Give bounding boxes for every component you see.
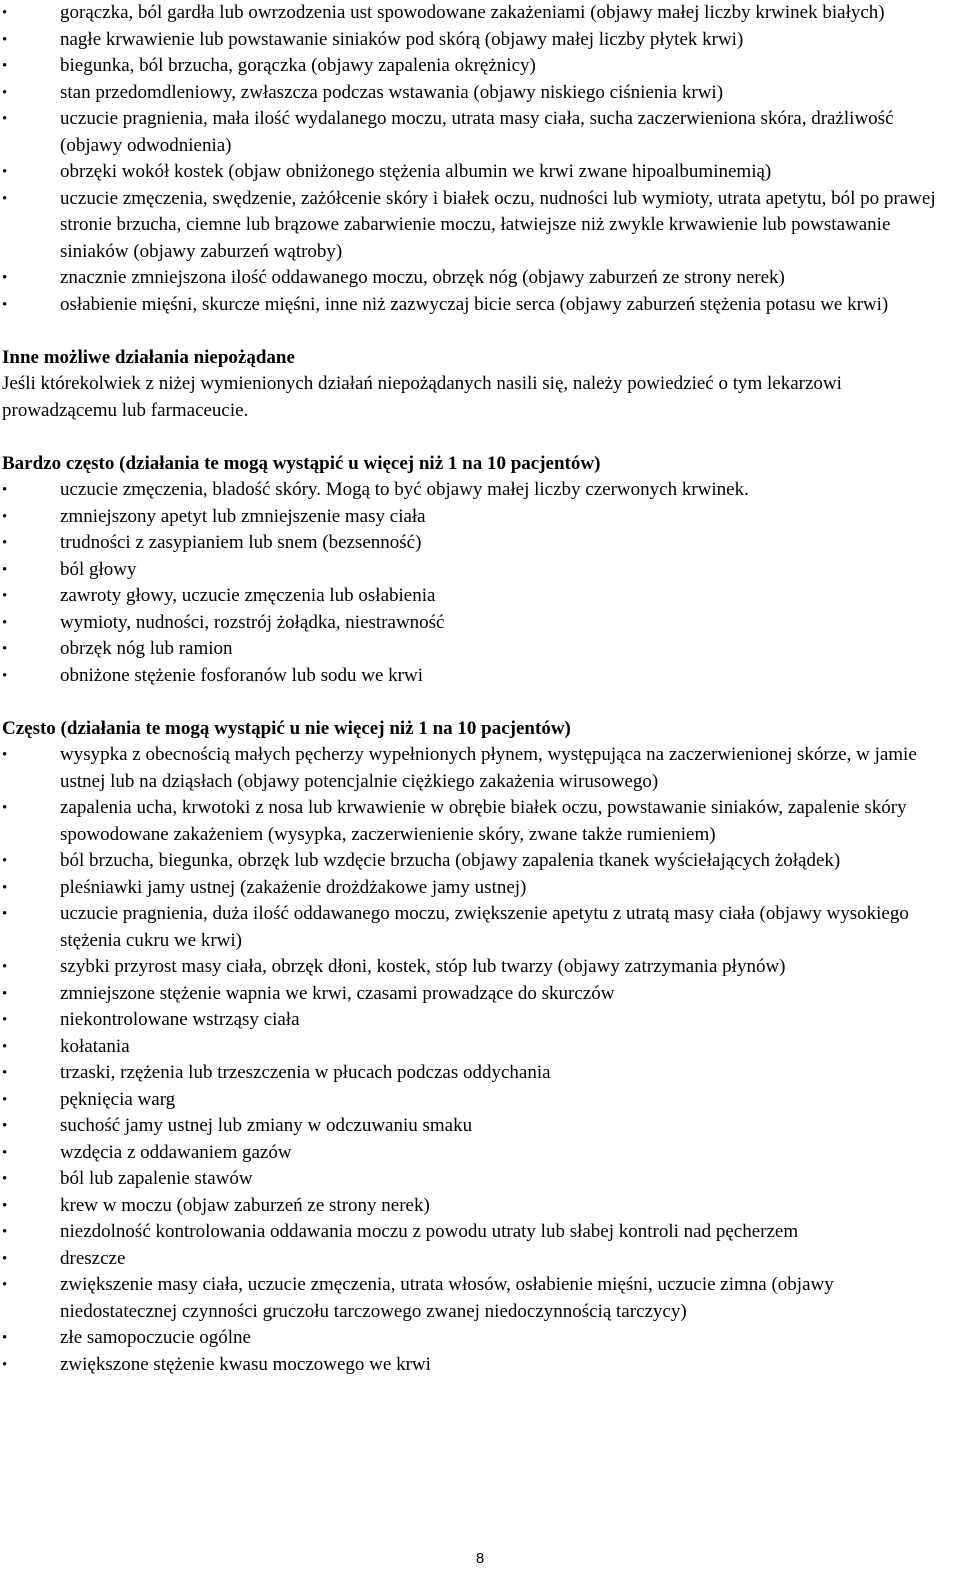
list-item: • znacznie zmniejszona ilość oddawanego moczu, obrzęk nóg (objawy zaburzeń ze strony nerek) — [2, 265, 954, 292]
spacer — [2, 689, 954, 716]
adverse-effects-list-top — [2, 0, 954, 318]
list-item: • wymioty, nudności, rozstrój żołądka, niestrawność — [2, 610, 954, 637]
list-item: • trzaski, rzężenia lub trzeszczenia w płucach podczas oddychania — [2, 1060, 954, 1087]
very-common-heading: Bardzo często (działania te mogą wystąpić u więcej niż 1 na 10 pacjentów) — [2, 452, 601, 474]
list-item: • nagłe krwawienie lub powstawanie siniaków pod skórą (objawy małej liczby płytek krwi) — [2, 27, 954, 54]
list-item: • niezdolność kontrolowania oddawania moczu z powodu utraty lub słabej kontroli nad pęcherzem — [2, 1219, 954, 1246]
list-item: • kołatania — [2, 1034, 954, 1061]
list-item: • krew w moczu (objaw zaburzeń ze strony nerek) — [2, 1193, 954, 1220]
list-item: • dreszcze — [2, 1246, 954, 1273]
list-item: • biegunka, ból brzucha, gorączka (objawy zapalenia okrężnicy) — [2, 53, 954, 80]
list-item: • zwiększenie masy ciała, uczucie zmęczenia, utrata włosów, osłabienie mięśni, uczucie zimna (objawy niedostatecznej czynności gruczołu tarczowego zwanej niedoczynnością tarczycy) — [2, 1272, 954, 1325]
list-item: • złe samopoczucie ogólne — [2, 1325, 954, 1352]
list-item: • zwiększone stężenie kwasu moczowego we krwi — [2, 1352, 954, 1379]
list-item: • uczucie pragnienia, mała ilość wydalanego moczu, utrata masy ciała, sucha zaczerwieniona skóra, drażliwość (objawy odwodnienia) — [2, 106, 954, 159]
list-item: • pęknięcia warg — [2, 1087, 954, 1114]
spacer — [2, 424, 954, 451]
list-item: • niekontrolowane wstrząsy ciała — [2, 1007, 954, 1034]
list-item: • pleśniawki jamy ustnej (zakażenie drożdżakowe jamy ustnej) — [2, 875, 954, 902]
list-item: • suchość jamy ustnej lub zmiany w odczuwaniu smaku — [2, 1113, 954, 1140]
page-number: 8 — [475, 1550, 485, 1567]
list-item: • stan przedomdleniowy, zwłaszcza podczas wstawania (objawy niskiego ciśnienia krwi) — [2, 80, 954, 107]
list-item: • uczucie zmęczenia, bladość skóry. Mogą to być objawy małej liczby czerwonych krwinek. — [2, 477, 954, 504]
list-item: • zapalenia ucha, krwotoki z nosa lub krwawienie w obrębie białek oczu, powstawanie siniaków, zapalenie skóry spowodowane zakażeniem (wysypka, zaczerwienienie skóry, zwane także rumieniem) — [2, 795, 954, 848]
list-item: • wzdęcia z oddawaniem gazów — [2, 1140, 954, 1167]
spacer — [2, 318, 954, 345]
other-effects-text: Jeśli którekolwiek z niżej wymienionych działań niepożądanych nasili się, należy powiedzieć o tym lekarzowi prowadzącemu lub farmaceucie. — [2, 373, 842, 421]
list-item: • uczucie pragnienia, duża ilość oddawanego moczu, zwiększenie apetytu z utratą masy ciała (objawy wysokiego stężenia cukru we krwi) — [2, 901, 954, 954]
list-item: • ból lub zapalenie stawów — [2, 1166, 954, 1193]
list-item: • ból brzucha, biegunka, obrzęk lub wzdęcie brzucha (objawy zapalenia tkanek wyściełających żołądek) — [2, 848, 954, 875]
common-list — [2, 742, 954, 1378]
list-item: • gorączka, ból gardła lub owrzodzenia ust spowodowane zakażeniami (objawy małej liczby krwinek białych) — [2, 0, 954, 27]
list-item: • uczucie zmęczenia, swędzenie, zażółcenie skóry i białek oczu, nudności lub wymioty, utrata apetytu, ból po prawej stronie brzucha, ciemne lub brązowe zabarwienie moczu, łatwiejsze niż zwykle krwawienie lub powstawanie siniaków (objawy zaburzeń wątroby) — [2, 186, 954, 266]
list-item: • wysypka z obecnością małych pęcherzy wypełnionych płynem, występująca na zaczerwienionej skórze, w jamie ustnej lub na dziąsłach (objawy potencjalnie ciężkiego zakażenia wirusowego) — [2, 742, 954, 795]
list-item: • obrzęk nóg lub ramion — [2, 636, 954, 663]
list-item: • trudności z zasypianiem lub snem (bezsenność) — [2, 530, 954, 557]
list-item: • obniżone stężenie fosforanów lub sodu we krwi — [2, 663, 954, 690]
other-effects-heading: Inne możliwe działania niepożądane — [2, 346, 295, 368]
list-item: • zmniejszony apetyt lub zmniejszenie masy ciała — [2, 504, 954, 531]
common-heading: Często (działania te mogą wystąpić u nie więcej niż 1 na 10 pacjentów) — [2, 717, 571, 739]
list-item: • ból głowy — [2, 557, 954, 584]
list-item: • zmniejszone stężenie wapnia we krwi, czasami prowadzące do skurczów — [2, 981, 954, 1008]
list-item: • szybki przyrost masy ciała, obrzęk dłoni, kostek, stóp lub twarzy (objawy zatrzymania płynów) — [2, 954, 954, 981]
list-item: • obrzęki wokół kostek (objaw obniżonego stężenia albumin we krwi zwane hipoalbuminemią) — [2, 159, 954, 186]
very-common-list — [2, 477, 954, 689]
list-item: • zawroty głowy, uczucie zmęczenia lub osłabienia — [2, 583, 954, 610]
list-item: • osłabienie mięśni, skurcze mięśni, inne niż zazwyczaj bicie serca (objawy zaburzeń stężenia potasu we krwi) — [2, 292, 954, 319]
